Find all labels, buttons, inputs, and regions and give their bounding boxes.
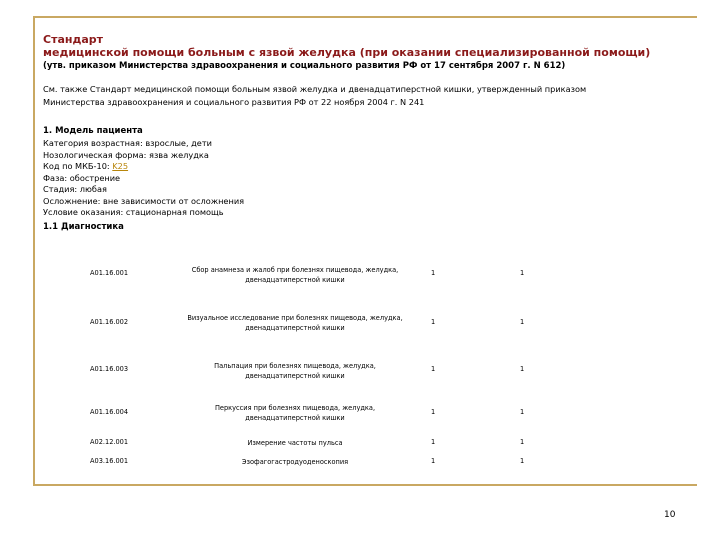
row-code: A02.12.001	[90, 438, 129, 446]
see-also-line1: См. также Стандарт медицинской помощи больным язвой желудка и двенадцатиперстной кишки, утвержденный приказом	[43, 84, 587, 94]
row-name-line2: двенадцатиперстной кишки	[245, 276, 345, 284]
row-name-line2: двенадцатиперстной кишки	[245, 324, 345, 332]
patient-model-list	[43, 138, 244, 219]
page-number: 10	[664, 510, 676, 520]
row-code: A01.16.003	[90, 365, 129, 373]
row-value-2: 1	[520, 438, 525, 446]
frame-bottom-rule	[33, 484, 697, 486]
row-code: A01.16.002	[90, 318, 129, 326]
row-value-1: 1	[431, 408, 436, 416]
model-stage: Стадия: любая	[43, 184, 107, 194]
model-nosology: Нозологическая форма: язва желудка	[43, 149, 209, 160]
model-category: Категория возрастная: взрослые, дети	[43, 138, 212, 148]
row-value-1: 1	[431, 269, 436, 277]
approval-note: (утв. приказом Министерства здравоохранения и социального развития РФ от 17 сентября 2007 г. N 612)	[43, 61, 566, 71]
row-name-line2: двенадцатиперстной кишки	[245, 372, 345, 380]
row-name-line2: двенадцатиперстной кишки	[245, 414, 345, 422]
row-value-2: 1	[520, 318, 525, 326]
row-name-line1: Измерение частоты пульса	[247, 439, 343, 447]
row-name	[175, 265, 415, 285]
row-value-1: 1	[431, 457, 436, 465]
row-name-line1: Перкуссия при болезнях пищевода, желудка,	[214, 404, 376, 412]
row-name-line1: Сбор анамнеза и жалоб при болезнях пищевода, желудка,	[191, 266, 399, 274]
see-also-line2: Министерства здравоохранения и социального развития РФ от 22 ноября 2004 г. N 241	[43, 96, 425, 107]
row-value-1: 1	[431, 365, 436, 373]
doc-title-line1: Стандарт	[43, 33, 104, 46]
frame-left-rule	[33, 16, 35, 486]
row-value-1: 1	[431, 438, 436, 446]
row-value-2: 1	[520, 457, 525, 465]
row-name-line1: Эзофагогастродуоденоскопия	[241, 458, 349, 466]
row-code: A03.16.001	[90, 457, 129, 465]
row-value-1: 1	[431, 318, 436, 326]
diagnostics-heading: 1.1 Диагностика	[43, 222, 124, 232]
model-complication: Осложнение: вне зависимости от осложнения	[43, 195, 245, 206]
row-code: A01.16.001	[90, 269, 129, 277]
row-name	[175, 403, 415, 423]
mkb-code-link[interactable]: K25	[112, 161, 129, 171]
patient-model-heading: 1. Модель пациента	[43, 126, 143, 136]
mkb-label: Код по МКБ-10:	[43, 161, 113, 171]
row-name	[175, 361, 415, 381]
row-name	[175, 457, 415, 467]
model-mkb	[43, 161, 244, 173]
see-also-paragraph	[43, 83, 663, 108]
model-condition: Условие оказания: стационарная помощь	[43, 207, 224, 217]
model-phase: Фаза: обострение	[43, 172, 121, 183]
row-value-2: 1	[520, 269, 525, 277]
frame-top-rule	[33, 16, 697, 18]
row-name	[175, 438, 415, 448]
row-value-2: 1	[520, 408, 525, 416]
row-value-2: 1	[520, 365, 525, 373]
row-name-line1: Визуальное исследование при болезнях пищевода, желудка,	[187, 314, 403, 322]
row-name	[175, 313, 415, 333]
row-name-line1: Пальпация при болезнях пищевода, желудка,	[214, 362, 376, 370]
row-code: A01.16.004	[90, 408, 129, 416]
doc-title-line2: медицинской помощи больным с язвой желудка (при оказании специализированной помощи)	[43, 46, 651, 59]
